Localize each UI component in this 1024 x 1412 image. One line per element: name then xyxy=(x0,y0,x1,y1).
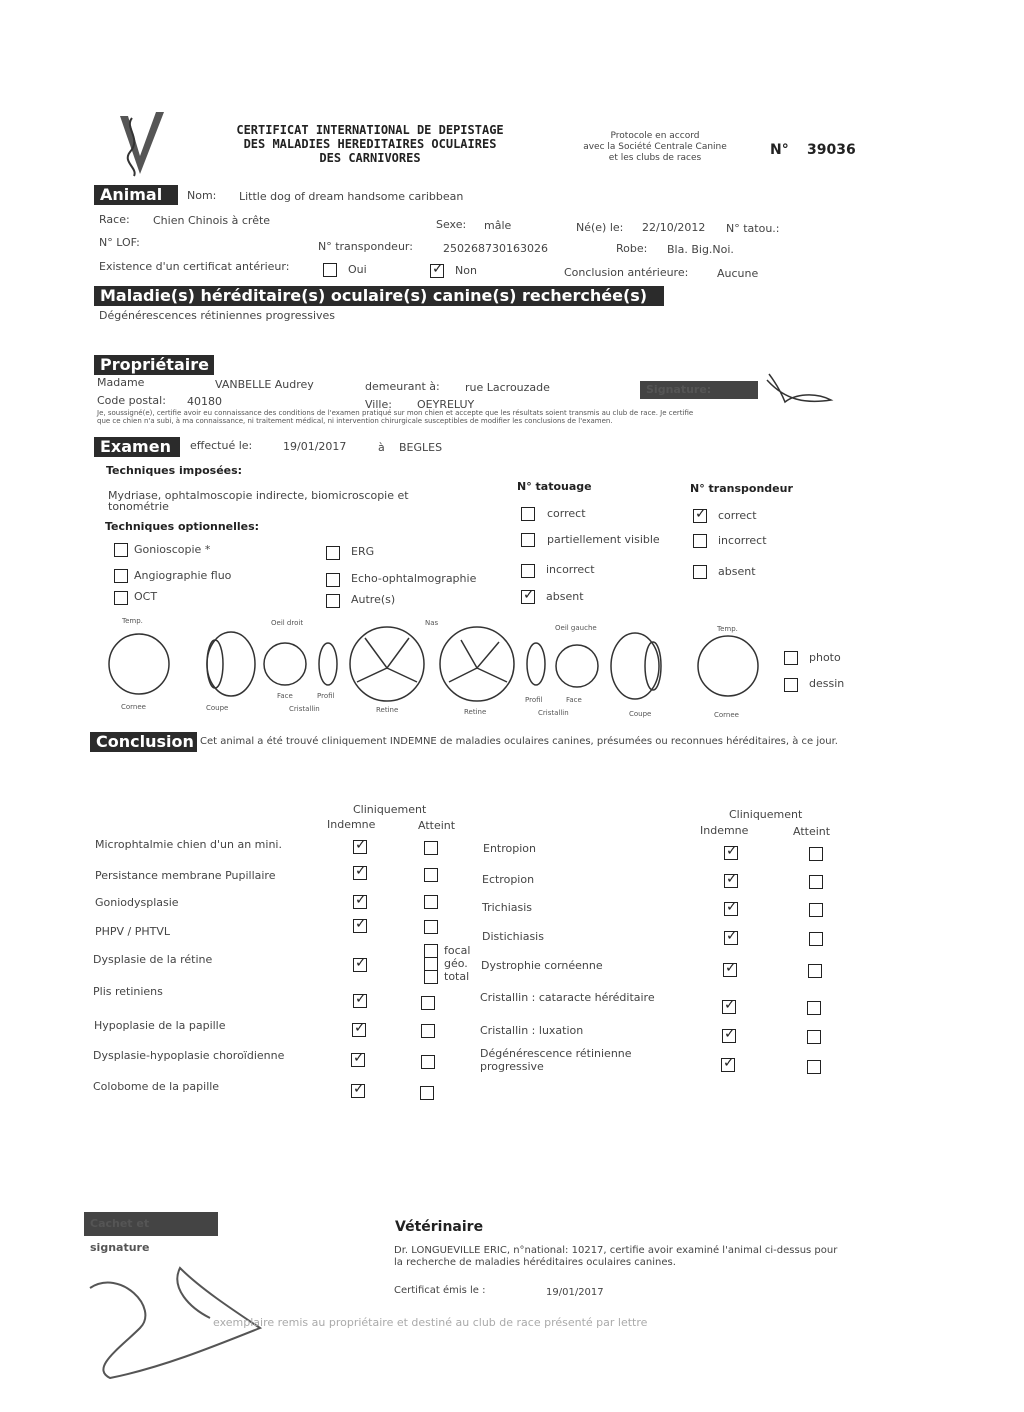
angiographie-label: Angiographie fluo xyxy=(134,569,232,582)
total-label: total xyxy=(444,970,470,983)
disease-row-label: Persistance membrane Pupillaire xyxy=(95,869,276,882)
diagram-label-face-1: Face xyxy=(277,692,293,700)
retine-right-shape xyxy=(350,627,424,701)
diagram-label-coupe-1: Coupe xyxy=(206,704,229,712)
birth-label: Né(e) le: xyxy=(576,221,624,234)
indemne-checkbox[interactable]: ✓ xyxy=(726,871,738,887)
conclusion-anterieure-label: Conclusion antérieure: xyxy=(564,266,689,279)
atteint-checkbox[interactable] xyxy=(424,895,438,909)
cristallin-face-right-shape xyxy=(264,643,306,685)
coupe-right-shape xyxy=(207,632,255,696)
atteint-checkbox[interactable] xyxy=(807,1001,821,1015)
transpondeur-incorrect-checkbox[interactable] xyxy=(693,534,707,548)
owner-declaration-1: Je, soussigné(e), certifie avoir eu connaissance des conditions de l'examen pratiqué sur mon chien et accepte que les résultats soient transmis au club de race. Je certifie xyxy=(97,409,694,417)
tatouage-correct-label: correct xyxy=(547,507,586,520)
tatouage-correct-checkbox[interactable] xyxy=(521,507,535,521)
retine-left-shape xyxy=(440,627,514,701)
exam-a-label: à xyxy=(378,441,385,454)
atteint-checkbox[interactable] xyxy=(424,920,438,934)
cp-label: Code postal: xyxy=(97,394,166,407)
tatouage-incorrect-label: incorrect xyxy=(546,563,595,576)
transpondeur-absent-checkbox[interactable] xyxy=(693,565,707,579)
exam-place: BEGLES xyxy=(399,441,443,454)
signature-label: Signature: xyxy=(640,381,758,399)
disease-row-label: Dysplasie-hypoplasie choroïdienne xyxy=(93,1049,285,1062)
conclusion-anterieure-value: Aucune xyxy=(717,267,759,280)
indemne-checkbox[interactable]: ✓ xyxy=(724,997,736,1013)
indemne-checkbox[interactable]: ✓ xyxy=(726,843,738,859)
tatou-label: N° tatou.: xyxy=(726,222,780,235)
left-indemne-header: Indemne xyxy=(327,818,376,831)
indemne-checkbox[interactable]: ✓ xyxy=(355,837,367,853)
exam-date: 19/01/2017 xyxy=(283,440,347,453)
indemne-checkbox[interactable]: ✓ xyxy=(354,1020,366,1036)
atteint-checkbox[interactable] xyxy=(809,847,823,861)
atteint-checkbox[interactable] xyxy=(424,868,438,882)
right-cliniquement-header: Cliniquement xyxy=(729,808,803,821)
diagram-label-retine-1: Retine xyxy=(376,706,399,714)
disease-row-label: Dystrophie cornéenne xyxy=(481,959,603,972)
nom-label: Nom: xyxy=(187,189,217,202)
maladie-text: Dégénérescences rétiniennes progressives xyxy=(99,309,336,322)
sexe-label: Sexe: xyxy=(436,218,467,231)
right-indemne-header: Indemne xyxy=(700,824,749,837)
demeurant-label: demeurant à: xyxy=(365,380,440,393)
bottom-note: exemplaire remis au propriétaire et destiné au club de race présenté par lettre xyxy=(213,1316,648,1329)
vet-text-2: la recherche de maladies héréditaires oculaires canines. xyxy=(394,1257,676,1268)
disease-row-label: Distichiasis xyxy=(482,930,544,943)
autre-label: Autre(s) xyxy=(351,593,396,606)
photo-label: photo xyxy=(809,651,841,664)
owner-address: rue Lacrouzade xyxy=(465,381,550,394)
atteint-checkbox[interactable] xyxy=(807,1030,821,1044)
diagram-label-profil-2: Profil xyxy=(525,696,543,704)
ville-value: OEYRELUY xyxy=(417,398,475,411)
diagram-label-retine-2: Retine xyxy=(464,708,487,716)
disease-row-label: Plis retiniens xyxy=(93,985,163,998)
disease-row-label: Microphtalmie chien d'un an mini. xyxy=(95,838,282,851)
tatouage-absent-label: absent xyxy=(546,590,584,603)
tech-imposees-1: Mydriase, ophtalmoscopie indirecte, biomicroscopie et xyxy=(108,489,409,502)
diagram-label-cristallin-2: Cristallin xyxy=(538,709,569,717)
disease-row-label: PHPV / PHTVL xyxy=(95,925,171,938)
atteint-checkbox[interactable] xyxy=(808,964,822,978)
race-label: Race: xyxy=(99,213,130,226)
vet-text-1: Dr. LONGUEVILLE ERIC, n°national: 10217, certifie avoir examiné l'animal ci-dessus pour xyxy=(394,1245,838,1256)
vet-title: Vétérinaire xyxy=(395,1219,484,1235)
atteint-checkbox[interactable] xyxy=(809,875,823,889)
disease-row-label: Trichiasis xyxy=(482,901,533,914)
disease-row-label: Cristallin : luxation xyxy=(480,1024,584,1037)
diagram-label-face-2: Face xyxy=(566,696,582,704)
indemne-checkbox[interactable]: ✓ xyxy=(355,955,367,971)
owner-declaration-2: que ce chien n'a subi, à ma connaissance, ni traitement médical, ni intervention chirurgicale susceptibles de modifier les conclusions de l'examen. xyxy=(97,417,613,425)
effectue-label: effectué le: xyxy=(190,439,253,452)
diagram-label-cristallin-1: Cristallin xyxy=(289,705,320,713)
disease-row-label: Ectropion xyxy=(482,873,535,886)
logo xyxy=(112,108,172,180)
sexe-value: mâle xyxy=(484,219,512,232)
protocol-text: Protocole en accord avec la Société Centrale Canine et les clubs de races xyxy=(583,131,727,163)
transpondeur-heading: N° transpondeur xyxy=(690,482,793,495)
emis-label: Certificat émis le : xyxy=(394,1285,486,1296)
atteint-checkbox[interactable] xyxy=(421,1055,435,1069)
atteint-checkbox[interactable] xyxy=(421,1024,435,1038)
owner-signature xyxy=(765,370,835,406)
transpondeur-label: N° transpondeur: xyxy=(318,240,413,253)
disease-row-label: Cristallin : cataracte héréditaire xyxy=(480,991,655,1004)
conclusion-text: Cet animal a été trouvé cliniquement INDEMNE de maladies oculaires canines, présumées ou reconnues héréditaires, à ce jour. xyxy=(200,736,838,747)
tech-optionnelles-label: Techniques optionnelles: xyxy=(105,520,260,533)
tatouage-partiel-label: partiellement visible xyxy=(547,533,660,546)
atteint-checkbox[interactable] xyxy=(420,1086,434,1100)
autre-checkbox[interactable] xyxy=(326,594,340,608)
transpondeur-correct-label: correct xyxy=(718,509,757,522)
focal-checkbox[interactable] xyxy=(424,944,438,958)
disease-row-label: Colobome de la papille xyxy=(93,1080,220,1093)
transpondeur-absent-label: absent xyxy=(718,565,756,578)
existence-label: Existence d'un certificat antérieur: xyxy=(99,260,290,273)
atteint-checkbox[interactable] xyxy=(807,1060,821,1074)
disease-row-label: Hypoplasie de la papille xyxy=(94,1019,226,1032)
indemne-checkbox[interactable]: ✓ xyxy=(723,1055,735,1071)
animal-name: Little dog of dream handsome caribbean xyxy=(239,190,464,203)
tatouage-partiel-checkbox[interactable] xyxy=(521,533,535,547)
diagram-label-nas: Nas xyxy=(425,619,439,627)
total-checkbox[interactable] xyxy=(424,970,438,984)
atteint-checkbox[interactable] xyxy=(809,903,823,917)
emis-date: 19/01/2017 xyxy=(546,1287,604,1298)
indemne-checkbox[interactable]: ✓ xyxy=(726,928,738,944)
left-atteint-header: Atteint xyxy=(418,819,456,832)
diagram-label-cornee-2: Cornee xyxy=(714,711,739,719)
echo-label: Echo-ophtalmographie xyxy=(351,572,477,585)
cachet-label: Cachet et signature xyxy=(84,1212,218,1236)
diagram-label-oeil-gauche: Oeil gauche xyxy=(555,624,597,632)
disease-row-label: Goniodysplasie xyxy=(95,896,179,909)
cornea-right-shape xyxy=(109,634,169,694)
section-examen: Examen xyxy=(94,437,180,457)
disease-row-label: Entropion xyxy=(483,842,536,855)
left-cliniquement-header: Cliniquement xyxy=(353,803,427,816)
diagram-label-profil-1: Profil xyxy=(317,692,335,700)
geo-checkbox[interactable] xyxy=(424,957,438,971)
lof-label: N° LOF: xyxy=(99,236,140,249)
geo-label: géo. xyxy=(444,957,468,970)
birth-date: 22/10/2012 xyxy=(642,221,706,234)
oct-checkbox[interactable] xyxy=(114,591,128,605)
tech-imposees-label: Techniques imposées: xyxy=(106,464,243,477)
indemne-checkbox[interactable]: ✓ xyxy=(724,1026,736,1042)
non-checkbox[interactable]: ✓ xyxy=(432,261,444,277)
diagram-label-temp-2: Temp. xyxy=(717,625,738,633)
diagram-label-coupe-2: Coupe xyxy=(629,710,652,718)
cristallin-profil-left-shape xyxy=(527,643,545,685)
diagram-label-temp-1: Temp. xyxy=(122,617,143,625)
robe-label: Robe: xyxy=(616,242,648,255)
tech-imposees-2: tonométrie xyxy=(108,500,169,513)
cristallin-profil-right-shape xyxy=(319,643,337,685)
oct-label: OCT xyxy=(134,590,158,603)
section-maladie: Maladie(s) héréditaire(s) oculaire(s) canine(s) recherchée(s) xyxy=(94,286,664,306)
atteint-checkbox[interactable] xyxy=(424,841,438,855)
indemne-checkbox[interactable]: ✓ xyxy=(355,863,367,879)
gonioscopie-label: Gonioscopie * xyxy=(134,543,211,556)
indemne-checkbox[interactable]: ✓ xyxy=(355,991,367,1007)
erg-label: ERG xyxy=(351,545,375,558)
civilite: Madame xyxy=(97,376,145,389)
transpondeur-value: 250268730163026 xyxy=(443,242,548,255)
atteint-checkbox[interactable] xyxy=(421,996,435,1010)
owner-name: VANBELLE Audrey xyxy=(215,378,314,391)
indemne-checkbox[interactable]: ✓ xyxy=(353,1050,365,1066)
tatouage-incorrect-checkbox[interactable] xyxy=(521,564,535,578)
cp-value: 40180 xyxy=(187,395,222,408)
transpondeur-incorrect-label: incorrect xyxy=(718,534,767,547)
indemne-checkbox[interactable]: ✓ xyxy=(355,916,367,932)
cristallin-face-left-shape xyxy=(556,645,598,687)
indemne-checkbox[interactable]: ✓ xyxy=(353,1081,365,1097)
section-conclusion: Conclusion xyxy=(90,732,197,752)
disease-row-label-cont: progressive xyxy=(480,1060,544,1073)
ville-label: Ville: xyxy=(365,398,392,411)
dessin-checkbox[interactable] xyxy=(784,678,798,692)
disease-row-label: Dysplasie de la rétine xyxy=(93,953,213,966)
oui-label: Oui xyxy=(348,263,367,276)
cornea-left-shape xyxy=(698,636,758,696)
diagram-label-oeil-droit: Oeil droit xyxy=(271,619,304,627)
certificate-title: CERTIFICAT INTERNATIONAL DE DEPISTAGE DES MALADIES HEREDITAIRES OCULAIRES DES CARNIVORES xyxy=(236,123,504,165)
section-proprietaire: Propriétaire xyxy=(94,355,214,375)
indemne-checkbox[interactable]: ✓ xyxy=(355,892,367,908)
race-value: Chien Chinois à crête xyxy=(153,214,271,227)
erg-checkbox[interactable] xyxy=(326,546,340,560)
certificate-number: 39036 xyxy=(807,142,856,158)
tatouage-absent-checkbox[interactable]: ✓ xyxy=(523,587,535,603)
robe-value: Bla. Big.Noi. xyxy=(667,243,734,256)
focal-label: focal xyxy=(444,944,471,957)
angiographie-checkbox[interactable] xyxy=(114,569,128,583)
disease-row-label: Dégénérescence rétinienne xyxy=(480,1047,632,1060)
number-label: N° xyxy=(770,142,789,158)
section-animal: Animal xyxy=(94,185,178,205)
indemne-checkbox[interactable]: ✓ xyxy=(725,960,737,976)
dessin-label: dessin xyxy=(809,677,845,690)
indemne-checkbox[interactable]: ✓ xyxy=(726,899,738,915)
echo-checkbox[interactable] xyxy=(326,573,340,587)
gonioscopie-checkbox[interactable] xyxy=(114,543,128,557)
tatouage-heading: N° tatouage xyxy=(517,480,592,493)
oui-checkbox[interactable] xyxy=(323,263,337,277)
transpondeur-correct-checkbox[interactable]: ✓ xyxy=(695,506,707,522)
diagram-label-cornee-1: Cornee xyxy=(121,703,146,711)
non-label: Non xyxy=(455,264,477,277)
atteint-checkbox[interactable] xyxy=(809,932,823,946)
right-atteint-header: Atteint xyxy=(793,825,831,838)
photo-checkbox[interactable] xyxy=(784,651,798,665)
